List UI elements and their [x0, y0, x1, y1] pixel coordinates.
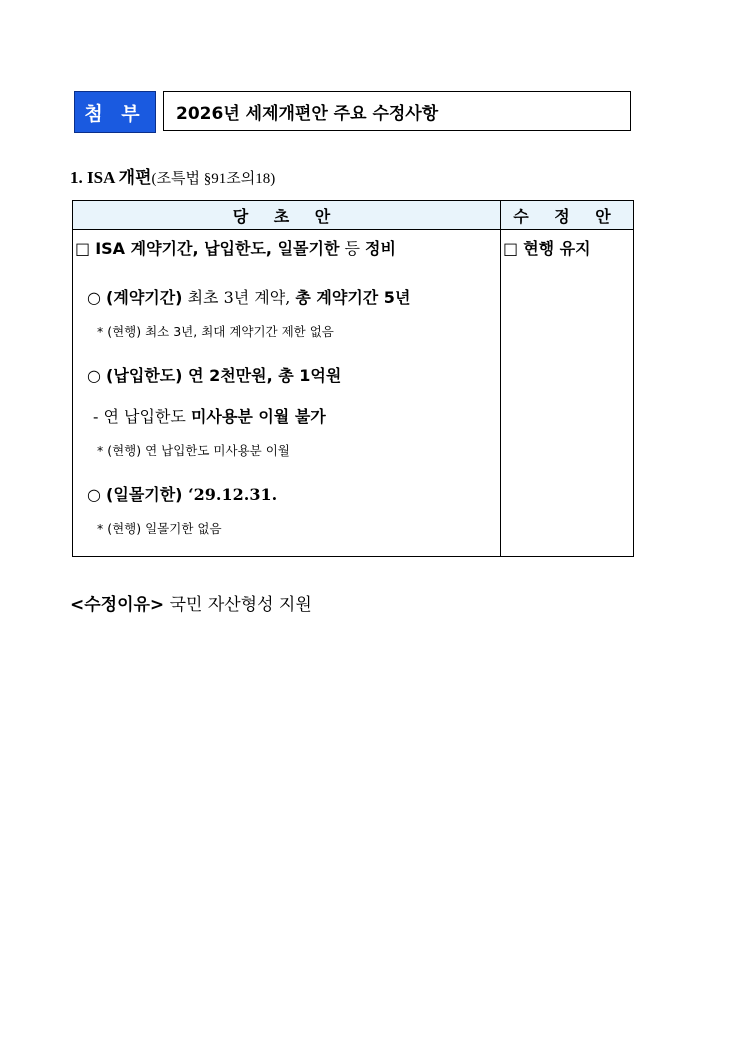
- revision-reason-text: 국민 자산형성 지원: [164, 595, 312, 615]
- revised-proposal-cell: [501, 230, 634, 557]
- comparison-table: [72, 200, 634, 557]
- checkbox-square-icon: □: [75, 239, 96, 258]
- contract-period-note: * (현행) 최소 3년, 최대 계약기간 제한 없음: [97, 324, 334, 339]
- section-law-reference: (조특법 §91조의18): [151, 171, 276, 187]
- document-title: 2026년 세제개편안 주요 수정사항: [163, 91, 631, 131]
- circle-bullet-icon: ○: [87, 366, 107, 385]
- payment-limit-note: * (현행) 연 납입한도 미사용분 이월: [97, 443, 290, 458]
- payment-limit-subpoint: - 연 납입한도 미사용분 이월 불가: [93, 407, 326, 426]
- original-proposal-cell: [73, 230, 501, 557]
- section-heading: [70, 163, 275, 188]
- revised-item: □ 현행 유지: [503, 239, 591, 258]
- sunset-point: ○ (일몰기한) ‘29.12.31.: [87, 485, 278, 504]
- circle-bullet-icon: ○: [87, 288, 107, 307]
- header-revised-proposal: 수 정 안: [501, 201, 634, 230]
- attachment-tag: 첨 부: [74, 91, 156, 133]
- checkbox-square-icon: □: [503, 239, 524, 258]
- revision-reason: [70, 590, 312, 615]
- payment-limit-point: ○ (납입한도) 연 2천만원, 총 1억원: [87, 366, 342, 385]
- contract-period-point: ○ (계약기간) 최초 3년 계약, 총 계약기간 5년: [87, 288, 411, 307]
- circle-bullet-icon: ○: [87, 485, 107, 504]
- header-original-proposal: 당 초 안: [73, 201, 501, 230]
- revision-reason-label: <수정이유>: [70, 595, 165, 615]
- attachment-header: [74, 91, 634, 133]
- original-item: □ ISA 계약기간, 납입한도, 일몰기한 등 정비: [75, 239, 396, 258]
- sunset-note: * (현행) 일몰기한 없음: [97, 521, 222, 536]
- section-title: 1. ISA 개편: [70, 168, 152, 187]
